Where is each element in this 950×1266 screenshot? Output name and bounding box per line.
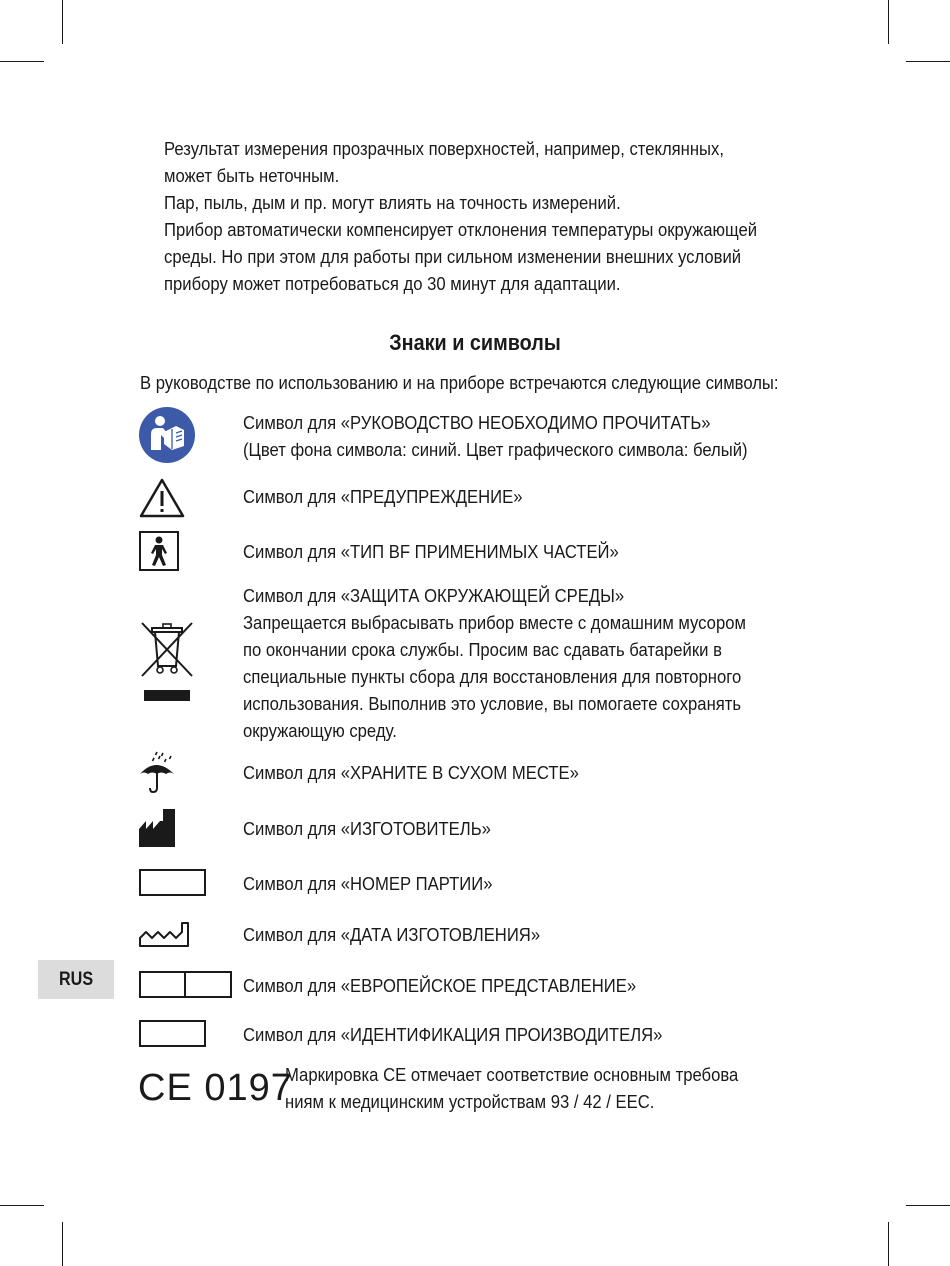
manufacturer-symbol-text	[243, 815, 491, 842]
ce-mark-text	[285, 1061, 738, 1115]
symbol-text-line: Символ для «ДАТА ИЗГОТОВЛЕНИЯ»	[243, 924, 541, 945]
symbol-text-line: Символ для «ИДЕНТИФИКАЦИЯ ПРОИЗВОДИТЕЛЯ»	[243, 1024, 663, 1045]
section-lead: В руководстве по использованию и на приборе встречаются следующие символы:	[140, 372, 779, 393]
intro-line: Результат измерения прозрачных поверхностей, например, стеклянных,	[164, 138, 724, 159]
symbol-text-line: Символ для «ЗАЩИТА ОКРУЖАЮЩЕЙ СРЕДЫ»	[243, 585, 625, 606]
factory-icon	[139, 807, 177, 847]
crop-mark	[906, 1205, 950, 1206]
umbrella-icon	[138, 750, 178, 794]
manufacture-date-icon	[138, 918, 192, 952]
warning-symbol-text	[243, 483, 523, 510]
crop-mark	[888, 0, 889, 44]
language-tab	[38, 960, 114, 999]
symbol-text-line: Запрещается выбрасывать прибор вместе с домашним мусором	[243, 612, 746, 633]
ce-mark: CE 0197	[138, 1067, 293, 1109]
ec-rep-box-icon	[139, 971, 233, 999]
crop-mark	[0, 1205, 44, 1206]
date-symbol-text	[243, 921, 540, 948]
ref-box-icon	[139, 1020, 207, 1048]
ref-symbol-text	[243, 1021, 662, 1048]
symbol-text-line: Символ для «ТИП BF ПРИМЕНИМЫХ ЧАСТЕЙ»	[243, 541, 619, 562]
ec-rep-symbol-text	[243, 972, 636, 999]
symbol-text-line: Символ для «РУКОВОДСТВО НЕОБХОДИМО ПРОЧИТАТЬ»	[243, 412, 711, 433]
intro-line: может быть неточным.	[164, 165, 340, 186]
symbol-text-line: использования. Выполнив это условие, вы помогаете сохранять	[243, 693, 742, 714]
symbol-text-line: Символ для «НОМЕР ПАРТИИ»	[243, 873, 493, 894]
crop-mark	[906, 61, 950, 62]
bf-symbol-text	[243, 538, 619, 565]
lot-box-icon	[139, 869, 207, 897]
symbol-text-line: по окончании срока службы. Просим вас сдавать батарейки в	[243, 639, 722, 660]
lot-symbol-text	[243, 870, 492, 897]
crop-mark	[62, 0, 63, 44]
symbol-text-line: Символ для «ЕВРОПЕЙСКОЕ ПРЕДСТАВЛЕНИЕ»	[243, 975, 637, 996]
ce-text-line: Маркировка CE отмечает соответствие основным требова	[285, 1064, 739, 1085]
crop-mark	[888, 1222, 889, 1266]
symbol-text-line: (Цвет фона символа: синий. Цвет графического символа: белый)	[243, 439, 748, 460]
crop-mark	[0, 61, 44, 62]
symbol-text-line: Символ для «ПРЕДУПРЕЖДЕНИЕ»	[243, 486, 523, 507]
intro-line: прибору может потребоваться до 30 минут для адаптации.	[164, 273, 621, 294]
crop-mark	[62, 1222, 63, 1266]
intro-paragraph	[164, 135, 758, 297]
intro-line: Прибор автоматически компенсирует отклонения температуры окружающей	[164, 219, 758, 240]
ce-text-line: ниям к медицинским устройствам 93 / 42 / EEC.	[285, 1091, 655, 1112]
manual-symbol-text	[243, 409, 748, 463]
symbol-text-line: окружающую среду.	[243, 720, 397, 741]
crossed-bin-icon	[138, 620, 196, 704]
symbol-text-line: специальные пункты сбора для восстановления для повторного	[243, 666, 742, 687]
language-tab-label: RUS	[58, 968, 94, 990]
section-title: Знаки и символы	[389, 330, 561, 355]
dry-symbol-text	[243, 759, 579, 786]
symbol-text-line: Символ для «ИЗГОТОВИТЕЛЬ»	[243, 818, 491, 839]
type-bf-icon	[139, 531, 181, 573]
symbol-text-line: Символ для «ХРАНИТЕ В СУХОМ МЕСТЕ»	[243, 762, 579, 783]
intro-line: среды. Но при этом для работы при сильном изменении внешних условий	[164, 246, 742, 267]
read-manual-icon	[138, 406, 196, 464]
warning-triangle-icon	[138, 477, 186, 519]
intro-line: Пар, пыль, дым и пр. могут влиять на точность измерений.	[164, 192, 621, 213]
weee-symbol-text	[243, 582, 746, 744]
